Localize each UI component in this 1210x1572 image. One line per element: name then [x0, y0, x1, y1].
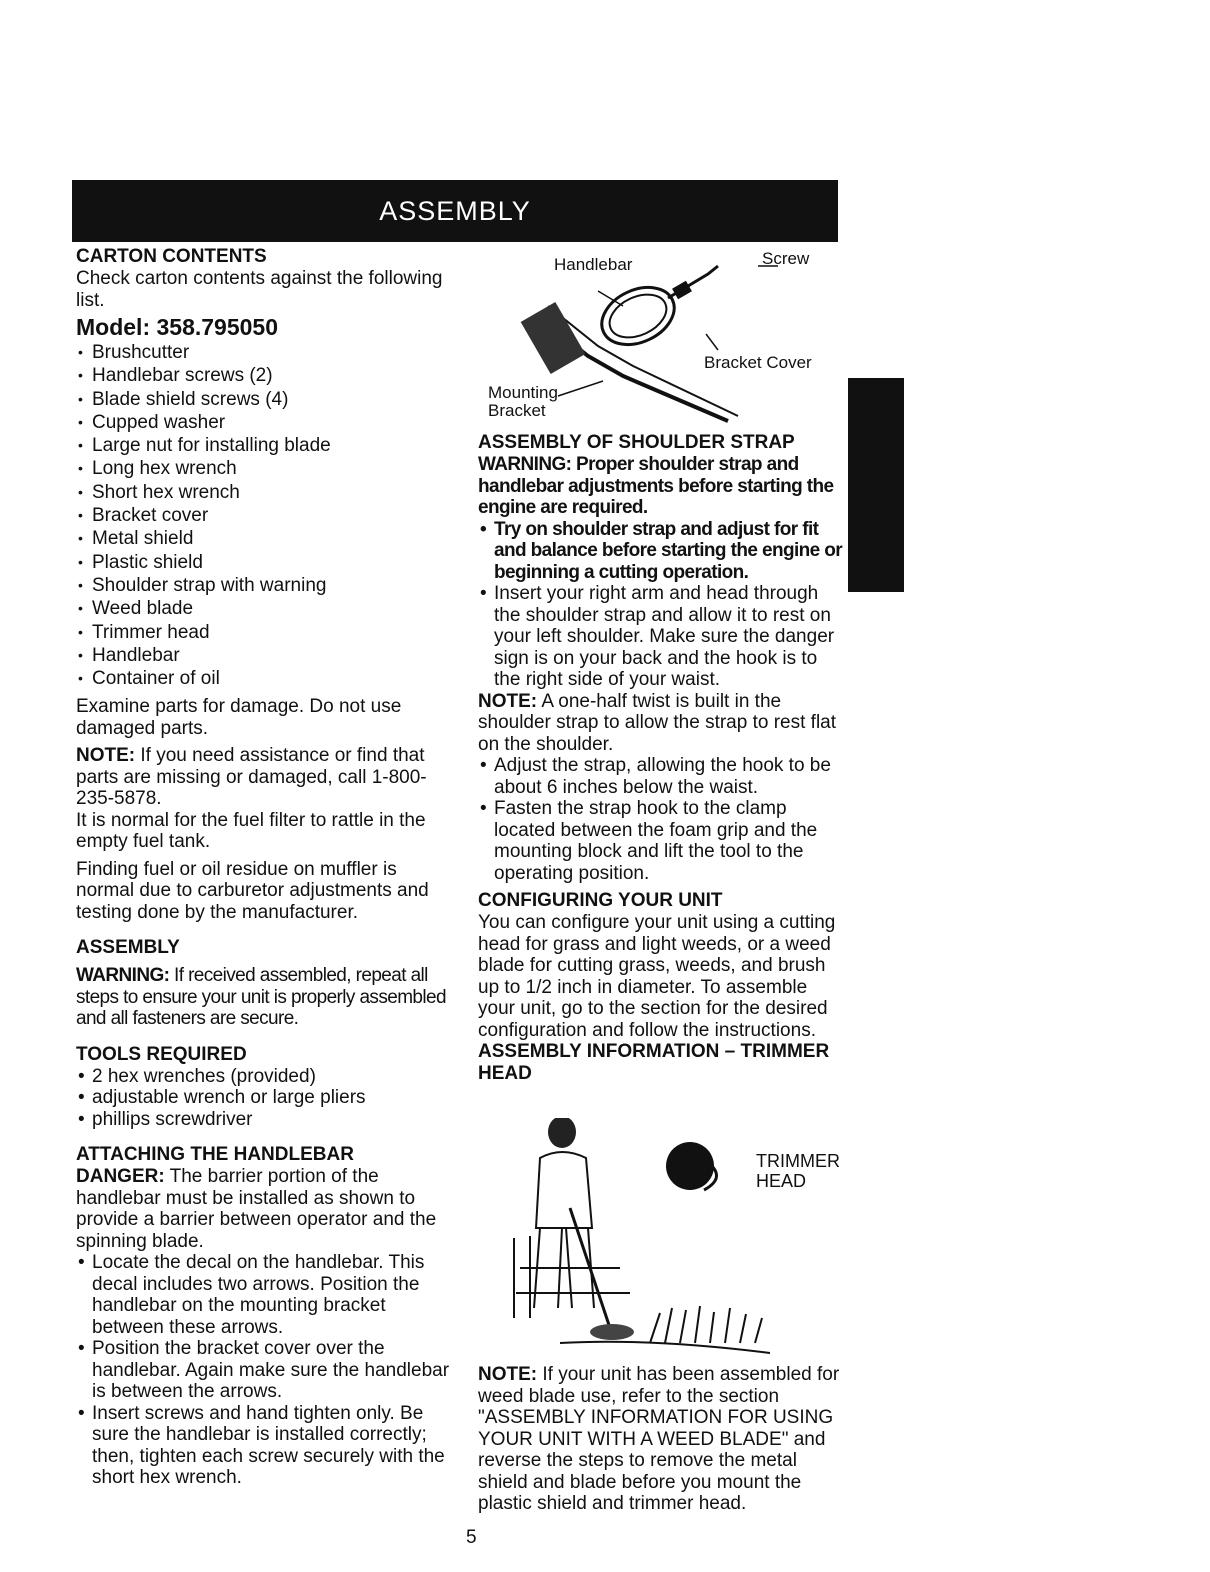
- bracket-cover-label: Bracket Cover: [704, 353, 812, 372]
- list-item: • Large nut for installing blade: [76, 434, 450, 457]
- strap-note-text: A one-half twist is built in the shoulder strap to allow the strap to rest flat on the shoulder.: [478, 690, 837, 755]
- list-item: • Bracket cover: [76, 504, 450, 527]
- carton-list: [76, 341, 450, 690]
- examine-text: Examine parts for damage. Do not use damaged parts.: [76, 696, 402, 739]
- warning-text: If received assembled, repeat all steps to ensure your unit is properly assembled and all fasteners are secure.: [76, 965, 446, 1030]
- strap-heading: ASSEMBLY OF SHOULDER STRAP: [478, 432, 795, 453]
- handlebar-label: Handlebar: [554, 255, 633, 274]
- model-number: Model: 358.795050: [76, 314, 279, 340]
- section-banner: [72, 180, 838, 242]
- list-item: • Shoulder strap with warning: [76, 574, 450, 597]
- handlebar-figure: [478, 246, 848, 426]
- tools-heading: TOOLS REQUIRED: [76, 1043, 247, 1065]
- list-item: • Weed blade: [76, 597, 450, 620]
- screw-label: Screw: [762, 249, 810, 268]
- list-item: • Position the bracket cover over the handlebar. Again make sure the handlebar is between the arrows.: [76, 1338, 450, 1403]
- list-item: • Locate the decal on the handlebar. This decal includes two arrows. Position the handlebar on the mounting bracket between these arrows.: [76, 1252, 450, 1338]
- list-item: • Blade shield screws (4): [76, 388, 450, 411]
- final-note-paragraph: [478, 1364, 848, 1515]
- list-item: • Short hex wrench: [76, 481, 450, 504]
- list-item: • Plastic shield: [76, 551, 450, 574]
- configuring-heading: CONFIGURING YOUR UNIT: [478, 890, 723, 911]
- page-number: 5: [466, 1527, 477, 1548]
- strap-note: [478, 691, 848, 756]
- assembly-heading: ASSEMBLY: [76, 937, 180, 959]
- trimmer-label-2: HEAD: [756, 1171, 807, 1191]
- handlebar-steps: [76, 1252, 450, 1489]
- tools-list: [76, 1066, 450, 1131]
- left-column: [76, 246, 450, 1489]
- assembly-warning: [76, 965, 450, 1030]
- note-label: NOTE:: [76, 745, 136, 767]
- strap-warning: [478, 454, 848, 519]
- list-item: • Brushcutter: [76, 341, 450, 364]
- mounting-label: Mounting: [488, 383, 558, 402]
- thumb-tab: [848, 378, 904, 592]
- trimmer-info-heading: ASSEMBLY INFORMATION – TRIMMER HEAD: [478, 1041, 830, 1084]
- list-item: • Cupped washer: [76, 411, 450, 434]
- fuel-filter-text: It is normal for the fuel filter to rattle in the empty fuel tank.: [76, 809, 426, 853]
- strap-warning-label: WARNING:: [478, 454, 572, 475]
- list-item: • Adjust the strap, allowing the hook to be about 6 inches below the waist.: [478, 755, 848, 798]
- danger-label: DANGER:: [76, 1166, 165, 1188]
- strap-warning-text: Proper shoulder strap and handlebar adjustments before starting the engine are required.: [478, 454, 834, 518]
- danger-text: The barrier portion of the handlebar must be installed as shown to provide a barrier between operator and the spinning blade.: [76, 1166, 437, 1252]
- warning-label: WARNING:: [76, 965, 170, 987]
- list-item: • Handlebar: [76, 644, 450, 667]
- list-item: • Long hex wrench: [76, 457, 450, 480]
- carton-intro: Check carton contents against the following list.: [76, 268, 443, 311]
- list-item: • phillips screwdriver: [76, 1109, 450, 1131]
- banner-title: ASSEMBLY: [379, 196, 531, 226]
- list-item: • Container of oil: [76, 667, 450, 690]
- note-text: If you need assistance or find that parts are missing or damaged, call 1-800-235-5878.: [76, 745, 427, 810]
- handlebar-danger: [76, 1166, 450, 1252]
- list-item: • Fasten the strap hook to the clamp located between the foam grip and the mounting block and lift the tool to the operating position.: [478, 798, 848, 884]
- strap-note-label: NOTE:: [478, 690, 538, 712]
- list-item: • adjustable wrench or large pliers: [76, 1087, 450, 1109]
- final-note-label: NOTE:: [478, 1364, 538, 1385]
- list-item: • Insert your right arm and head through the shoulder strap and allow it to rest on your left shoulder. Make sure the danger sign is on your back and the hook is to the right side of your waist.: [478, 583, 848, 691]
- carton-contents-heading: CARTON CONTENTS: [76, 246, 267, 267]
- carton-note: [76, 745, 450, 810]
- configuring-text: You can configure your unit using a cutting head for grass and light weeds, or a weed blade for cutting grass, weeds, and brush up to 1/2 inch in diameter. To assemble your unit, go to the section for the desired configuration and follow the instructions.: [478, 912, 836, 1041]
- strap-steps-2: [478, 755, 848, 884]
- trimmer-label-1: TRIMMER: [756, 1151, 840, 1171]
- list-item: • Metal shield: [76, 527, 450, 550]
- residue-text: Finding fuel or oil residue on muffler is normal due to carburetor adjustments and testing done by the manufacturer.: [76, 858, 429, 923]
- strap-steps: [478, 519, 848, 691]
- trimmer-figure: [500, 1118, 850, 1358]
- final-note-text: If your unit has been assembled for weed blade use, refer to the section "ASSEMBLY INFORMATION FOR USING YOUR UNIT WITH A WEED BLADE" and reverse the steps to remove the metal shield and blade before you mount the plastic shield and trimmer head.: [478, 1364, 840, 1514]
- right-column: [478, 432, 848, 1085]
- list-item: • 2 hex wrenches (provided): [76, 1066, 450, 1088]
- bracket-label: Bracket: [488, 401, 546, 420]
- list-item: • Insert screws and hand tighten only. Be sure the handlebar is installed correctly; then, tighten each screw securely with the short hex wrench.: [76, 1403, 450, 1489]
- handlebar-heading: ATTACHING THE HANDLEBAR: [76, 1144, 354, 1166]
- list-item: • Handlebar screws (2): [76, 364, 450, 387]
- list-item: • Trimmer head: [76, 621, 450, 644]
- final-note: [478, 1364, 848, 1515]
- list-item: • Try on shoulder strap and adjust for fit and balance before starting the engine or beginning a cutting operation.: [478, 519, 848, 584]
